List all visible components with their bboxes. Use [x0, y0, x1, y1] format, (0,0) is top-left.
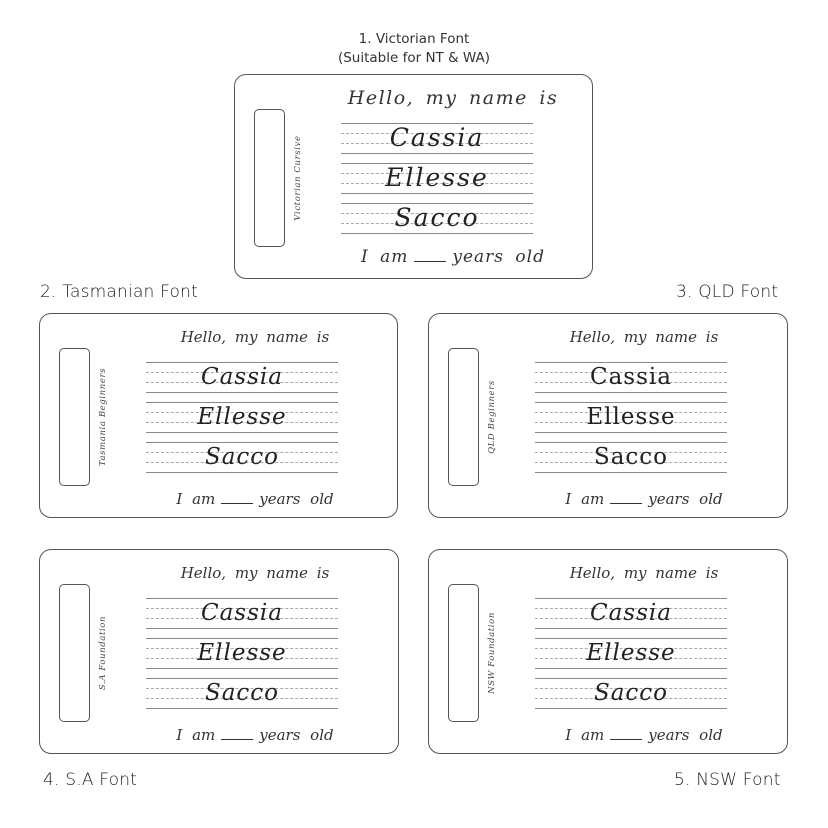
first-name: Cassia: [201, 600, 283, 626]
name-card-qld: [428, 313, 788, 518]
caption-qld: 3. QLD Font: [676, 282, 779, 302]
middle-name: Ellesse: [586, 404, 676, 430]
name-writing-lines: [535, 598, 727, 718]
card-slot: [448, 348, 479, 486]
font-style-label: S.A Foundation: [98, 615, 108, 691]
font-style-label: NSW Foundation: [487, 612, 497, 694]
caption-nsw: 5. NSW Font: [674, 770, 781, 790]
card-slot: [59, 584, 90, 722]
age-blank: [610, 738, 642, 740]
middle-name: Ellesse: [586, 640, 676, 666]
age-prefix: I am: [361, 247, 409, 267]
last-name: Sacco: [204, 680, 280, 706]
font-style-label: Tasmania Beginners: [98, 367, 108, 467]
greeting-text: Hello, my name is: [180, 564, 330, 582]
age-suffix: years old: [452, 247, 545, 267]
age-suffix: years old: [648, 726, 723, 744]
first-name: Cassia: [389, 123, 485, 152]
name-writing-lines: [535, 362, 727, 482]
age-sentence: [125, 490, 385, 508]
font-style-label: Victorian Cursive: [293, 135, 303, 221]
middle-name: Ellesse: [385, 163, 489, 192]
age-blank: [221, 738, 253, 740]
age-prefix: I am: [565, 726, 605, 744]
card-slot: [254, 109, 285, 247]
greeting-text: Hello, my name is: [569, 564, 719, 582]
age-prefix: I am: [565, 490, 605, 508]
last-name: Sacco: [394, 203, 480, 232]
card-slot: [59, 348, 90, 486]
name-card-victorian: [234, 74, 593, 279]
middle-name: Ellesse: [197, 404, 287, 430]
greeting-text: Hello, my name is: [569, 328, 719, 346]
age-blank: [221, 502, 253, 504]
caption-victorian-subtitle: (Suitable for NT & WA): [337, 50, 491, 66]
greeting-text: Hello, my name is: [180, 328, 330, 346]
name-writing-lines: [146, 362, 338, 482]
age-suffix: years old: [259, 490, 334, 508]
first-name: Cassia: [590, 600, 672, 626]
age-sentence: [514, 490, 774, 508]
age-suffix: years old: [648, 490, 723, 508]
name-card-sa: [39, 549, 399, 754]
name-writing-lines: [341, 123, 533, 243]
name-card-tasmanian: [39, 313, 398, 518]
caption-victorian-title: 1. Victorian Font: [358, 31, 470, 47]
name-writing-lines: [146, 598, 338, 718]
caption-tasmanian: 2. Tasmanian Font: [40, 282, 198, 302]
caption-sa: 4. S.A Font: [43, 770, 138, 790]
age-sentence: [514, 726, 774, 744]
age-blank: [414, 260, 446, 262]
age-prefix: I am: [176, 726, 216, 744]
last-name: Sacco: [204, 444, 280, 470]
age-sentence: [125, 726, 385, 744]
name-card-nsw: [428, 549, 788, 754]
age-suffix: years old: [259, 726, 334, 744]
age-sentence: [323, 247, 583, 267]
age-blank: [610, 502, 642, 504]
first-name: Cassia: [590, 364, 672, 390]
age-prefix: I am: [176, 490, 216, 508]
first-name: Cassia: [201, 364, 283, 390]
middle-name: Ellesse: [197, 640, 287, 666]
greeting-text: Hello, my name is: [347, 87, 559, 109]
card-slot: [448, 584, 479, 722]
last-name: Sacco: [593, 680, 669, 706]
last-name: Sacco: [593, 444, 669, 470]
font-style-label: QLD Beginners: [487, 380, 497, 454]
